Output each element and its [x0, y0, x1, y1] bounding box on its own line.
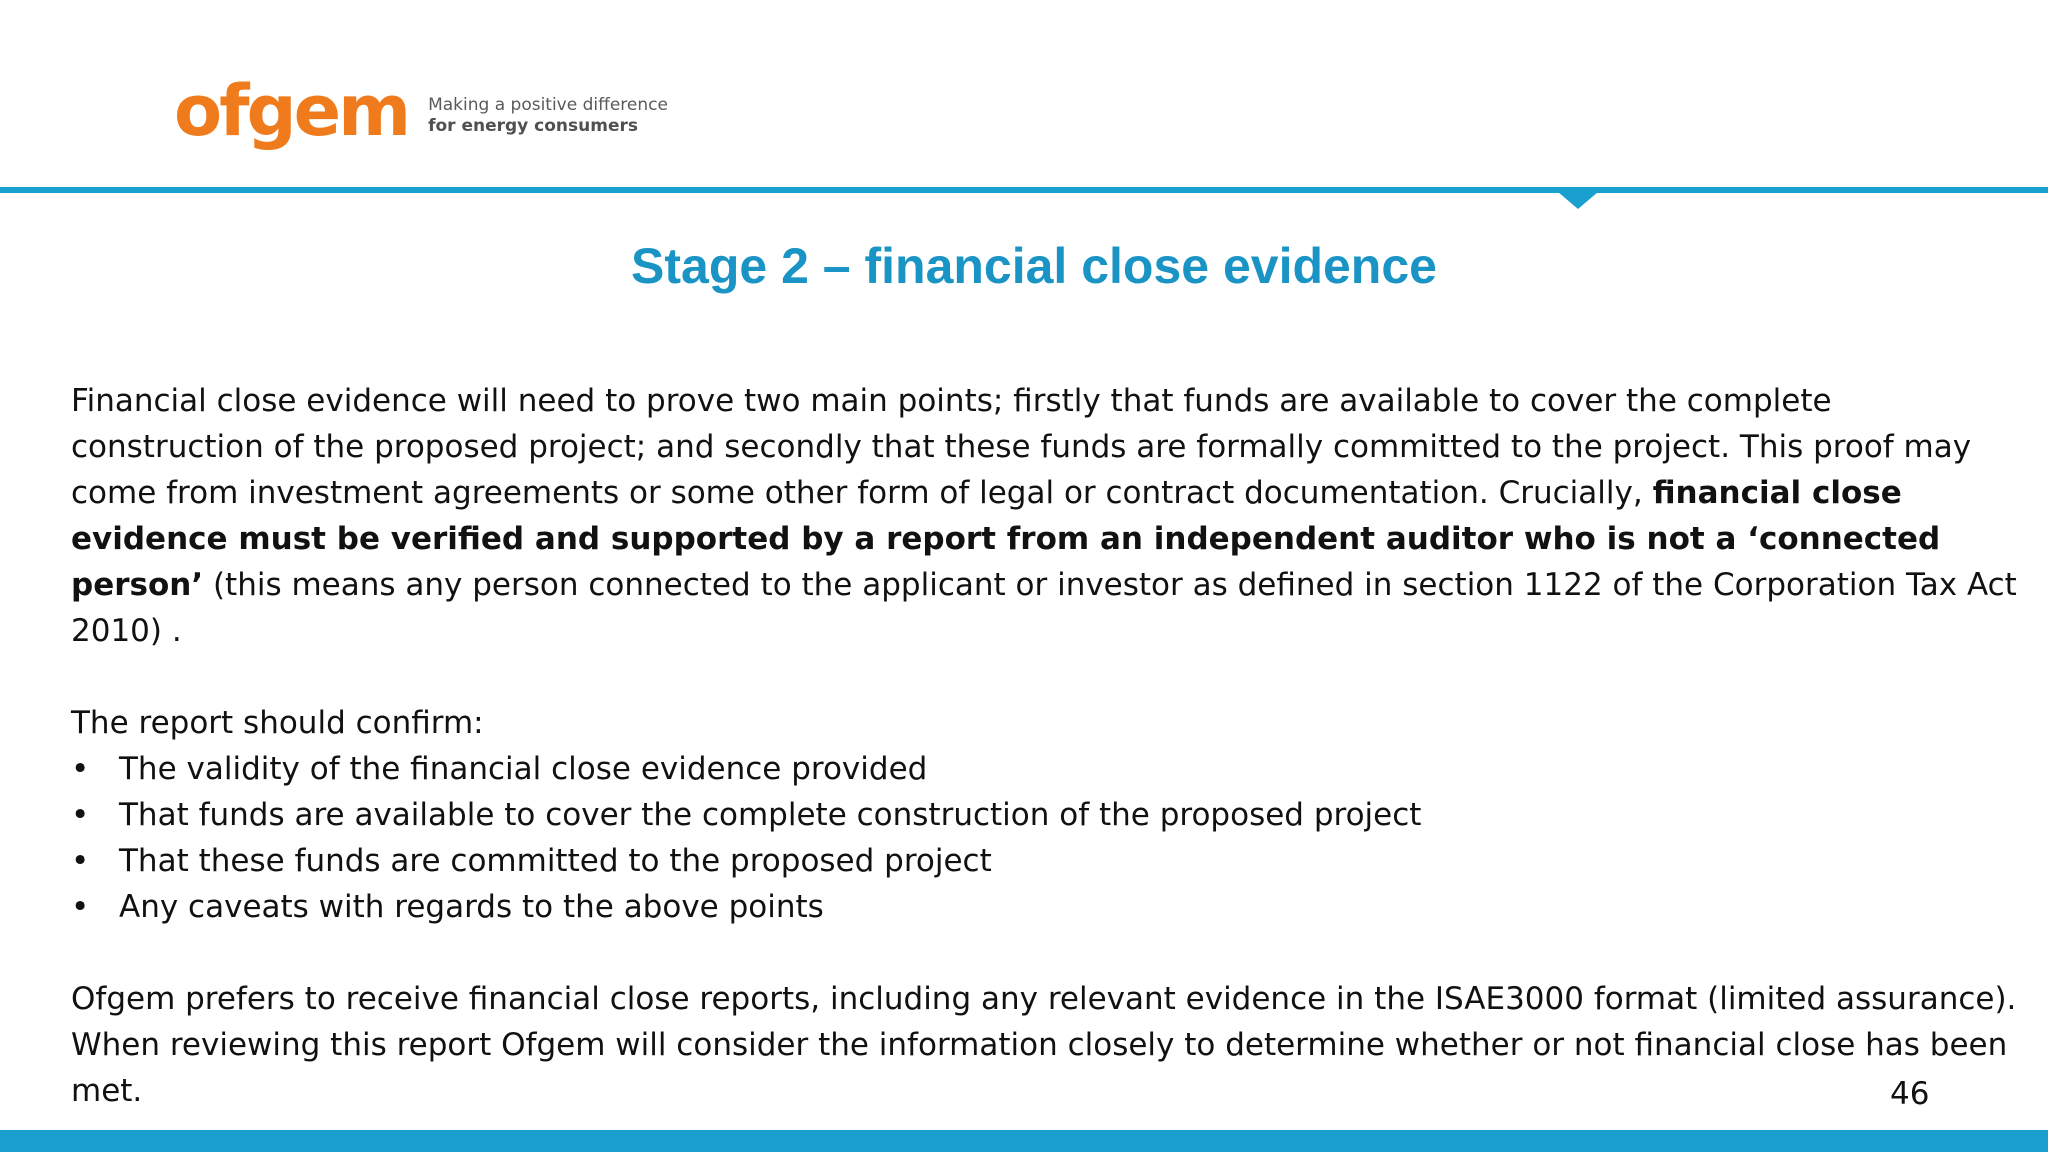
intro-text-end: (this means any person connected to the applicant or investor as defined in section 1122 of the Corporation Tax Act 2010) .	[71, 567, 2017, 649]
list-item	[71, 792, 2021, 838]
list-item-text: The validity of the financial close evidence provided	[119, 751, 928, 787]
intro-bold-text: financial close evidence must be verified and supported by a report from an independent auditor who is not a ‘connected person’	[71, 475, 1941, 603]
list-item	[71, 838, 2021, 884]
footer-bar	[0, 1130, 2048, 1152]
slide-body	[71, 378, 2021, 1114]
bullet-icon: •	[71, 751, 90, 787]
intro-paragraph	[71, 378, 2021, 654]
bullet-icon: •	[71, 843, 90, 879]
logo-tagline	[428, 95, 668, 137]
bullet-icon: •	[71, 797, 90, 833]
ofgem-logo	[174, 70, 668, 152]
list-item-text: That these funds are committed to the proposed project	[119, 843, 992, 879]
report-intro: The report should confirm:	[71, 705, 484, 741]
slide-title: Stage 2 – financial close evidence	[631, 238, 1437, 294]
confirm-list	[71, 746, 2021, 930]
spacer	[71, 930, 2021, 976]
list-item-text: That funds are available to cover the complete construction of the proposed project	[119, 797, 1422, 833]
list-item	[71, 884, 2021, 930]
closing-paragraph: Ofgem prefers to receive financial close reports, including any relevant evidence in the ISAE3000 format (limited assurance). When reviewing this report Ofgem will consider the information closely to determine whether or not financial close has been met.	[71, 981, 2017, 1109]
logo-tagline-line2: for energy consumers	[428, 116, 638, 136]
list-item	[71, 746, 2021, 792]
spacer	[71, 654, 2021, 700]
logo-tagline-line1: Making a positive difference	[428, 95, 668, 115]
list-item-text: Any caveats with regards to the above points	[119, 889, 824, 925]
logo-wordmark: ofgem	[174, 70, 409, 152]
header-divider-notch	[1558, 192, 1598, 209]
bullet-icon: •	[71, 889, 90, 925]
header-divider	[0, 187, 2048, 193]
intro-text: Financial close evidence will need to prove two main points; firstly that funds are available to cover the complete construction of the proposed project; and secondly that these funds are formally committed to the project. This proof may come from investment agreements or some other form of legal or contract documentation. Crucially,	[71, 383, 1972, 511]
page-number: 46	[1890, 1076, 1930, 1112]
